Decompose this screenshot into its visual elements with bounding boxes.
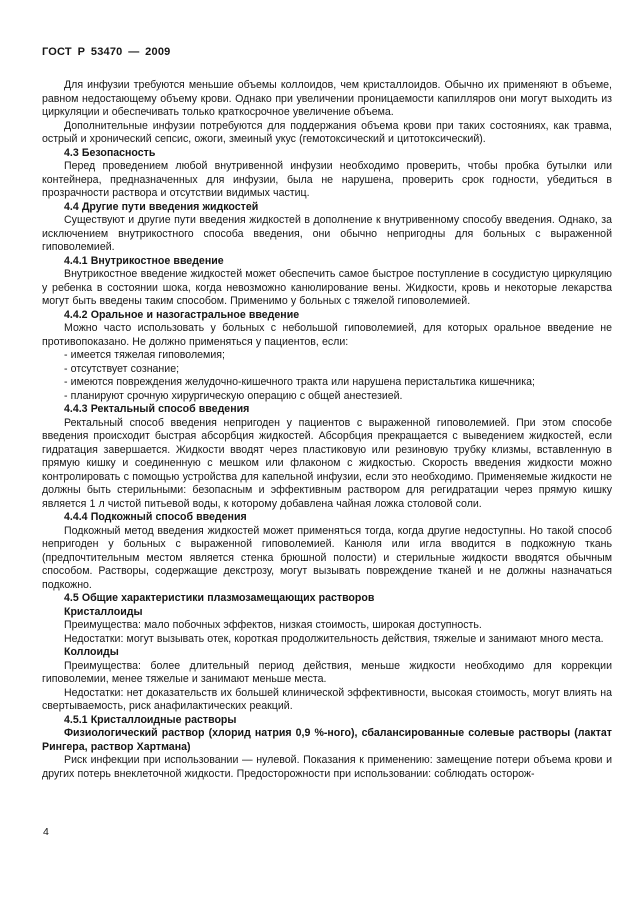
paragraph: Риск инфекции при использовании — нулевой. Показания к применению: замещение потери объема крови и других потерь внеклеточной жидкости. Предосторожности при использовании: соблюдать осторож- xyxy=(42,754,612,780)
document-body xyxy=(42,79,612,781)
paragraph: Ректальный способ введения непригоден у пациентов с выраженной гиповолемией. При этом способе введения происходит быстрая абсорбция жидкостей. Абсорбция прекращается с выведением жидкостей, если гидратация завершается. Жидкости вводят через пластиковую или резиновую трубку клизмы, вставленную в прямую кишку и соединенную с мешком или флаконом с жидкостью. Скорость введения жидкости можно контролировать с помощью устройства для капельной инфузии, если это необходимо. Применяемые жидкости не должны быть стерильными: безопасным и эффективным раствором для регидратации через прямую кишку является 1 л чистой питьевой воды, к которому добавлена чайная ложка столовой соли. xyxy=(42,416,612,510)
paragraph: Преимущества: мало побочных эффектов, низкая стоимость, широкая доступность. xyxy=(64,619,482,631)
paragraph: Преимущества: более длительный период действия, меньше жидкости необходимо для коррекции гиповолемии, менее тяжелые и занимают меньше места. xyxy=(42,659,612,685)
list-item: - отсутствует сознание; xyxy=(64,362,180,375)
list-item: - планируют срочную хирургическую операцию с общей анестезией. xyxy=(64,389,403,402)
section-heading: 4.4.3 Ректальный способ введения xyxy=(64,403,250,415)
bold-paragraph: Физиологический раствор (хлорид натрия 0,9 %-ного), сбалансированные солевые растворы (лактат Рингера, раствор Хартмана) xyxy=(42,727,612,753)
paragraph: Подкожный метод введения жидкостей может применяться тогда, когда другие недоступны. Но такой способ непригоден у больных с выраженной гиповолемией. Канюля или игла вводится в подкожную ткань (предпочтительным местом является стенка брюшной полости) и стерильные жидкости вводятся обычным способом. Растворы, содержащие декстрозу, могут вызывать повреждение тканей и не должны назначаться подкожно. xyxy=(42,524,612,591)
document-header-designation: ГОСТ Р 53470 — 2009 xyxy=(42,46,171,58)
list-item: - имеется тяжелая гиповолемия; xyxy=(64,349,225,361)
paragraph: Недостатки: нет доказательств их большей клинической эффективности, высокая стоимость, могут влиять на свертываемость, риск анафилактических реакций. xyxy=(42,686,612,712)
section-heading: 4.4.4 Подкожный способ введения xyxy=(64,511,247,523)
list-item: - имеются повреждения желудочно-кишечного тракта или нарушена перистальтика кишечника; xyxy=(64,376,535,388)
page-number: 4 xyxy=(43,826,49,838)
paragraph: Внутрикостное введение жидкостей может обеспечить самое быстрое поступление в сосудистую циркуляцию у ребенка в состоянии шока, когда невозможно канюлирование вены. Жидкости, кровь и некоторые лекарства могут быть введены таким способом. Применимо у больных с тяжелой гиповолемией. xyxy=(42,268,612,307)
section-heading: 4.4 Другие пути введения жидкостей xyxy=(64,200,259,213)
paragraph: Существуют и другие пути введения жидкостей в дополнение к внутривенному способу введения. Однако, за исключением внутрикостного способа введения, они обычно непригодны для больных с выраженной гиповолемией. xyxy=(42,214,612,253)
paragraph: Перед проведением любой внутривенной инфузии необходимо проверить, чтобы пробка бутылки или контейнера, предназначенных для инфузии, была не нарушена, проверить срок годности, убедиться в прозрачности раствора и отсутствии видимых частиц. xyxy=(42,160,612,199)
paragraph: Дополнительные инфузии потребуются для поддержания объема крови при таких состояниях, как травма, острый и хронический сепсис, ожоги, змеиный укус (гемотоксический и цитотоксический). xyxy=(42,119,612,145)
section-heading: 4.4.1 Внутрикостное введение xyxy=(64,254,224,267)
section-heading: 4.3 Безопасность xyxy=(64,146,156,159)
paragraph: Для инфузии требуются меньшие объемы коллоидов, чем кристаллоидов. Обычно их применяют в объеме, равном недостающему объему крови. Однако при увеличении проницаемости капилляров они могут выходить из циркуляции и обеспечивать только краткосрочное увеличение объема. xyxy=(42,79,612,118)
section-heading: 4.5.1 Кристаллоидные растворы xyxy=(64,713,237,726)
paragraph: Можно часто использовать у больных с небольшой гиповолемией, для которых оральное введение не противопоказано. Не должно применяться у пациентов, если: xyxy=(42,322,612,348)
paragraph: Недостатки: могут вызывать отек, короткая продолжительность действия, тяжелые и занимают много места. xyxy=(64,632,604,645)
section-heading: Коллоиды xyxy=(64,646,119,658)
section-heading: 4.5 Общие характеристики плазмозамещающих растворов xyxy=(64,592,375,604)
section-heading: 4.4.2 Оральное и назогастральное введение xyxy=(64,308,300,321)
section-heading: Кристаллоиды xyxy=(64,605,143,618)
